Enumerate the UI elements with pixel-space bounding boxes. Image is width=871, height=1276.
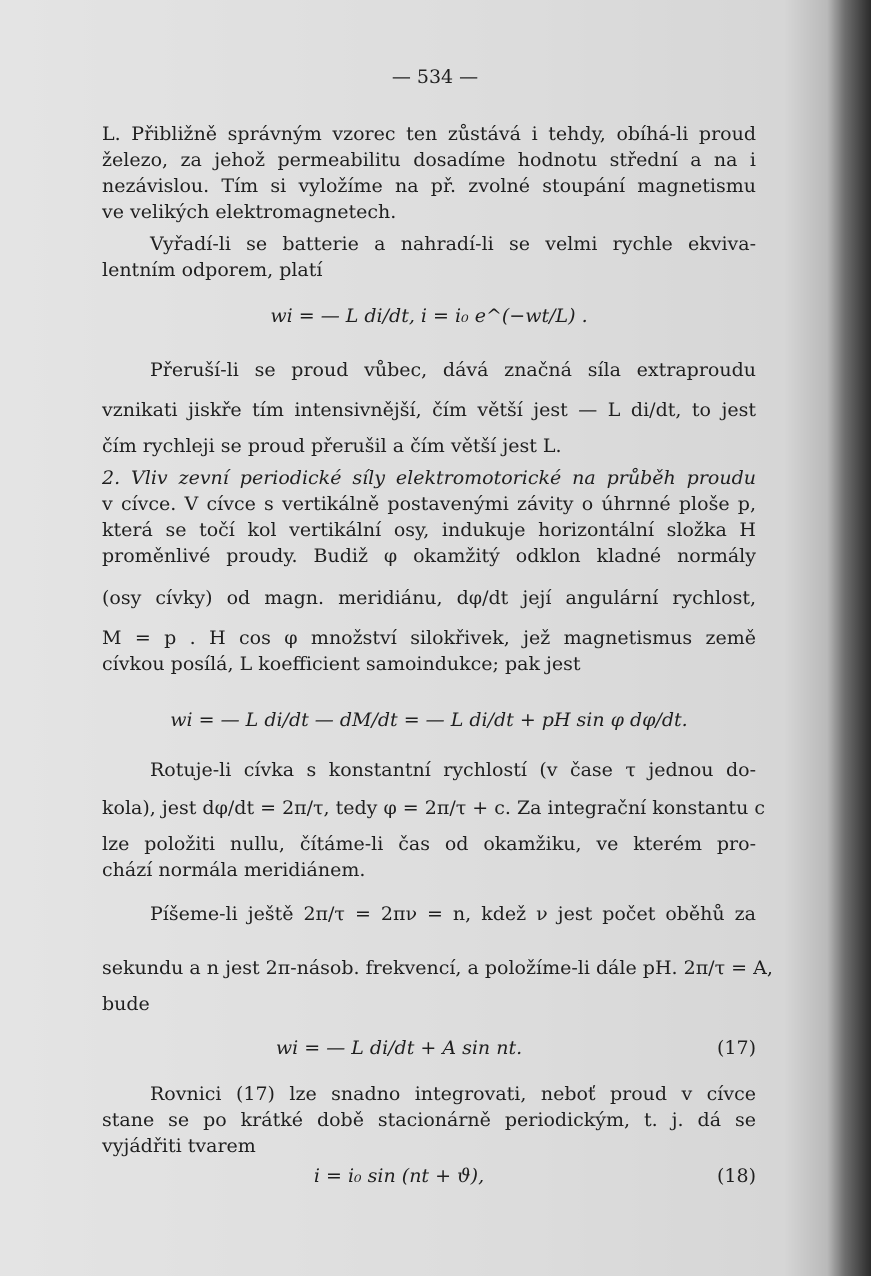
text-line: L. Přibližně správným vzorec ten zůstává i tehdy, obíhá-li proud [102, 123, 756, 145]
equation: wi = — L di/dt, i = i₀ e^(−wt/L) . [270, 305, 588, 327]
equation-number: (17) [716, 1037, 756, 1059]
text-line: proměnlivé proudy. Budiž φ okamžitý odklon kladné normály [102, 545, 756, 567]
text-line: vznikati jiskře tím intensivnější, čím větší jest — L di/dt, to jest [102, 399, 756, 421]
text-line: ve velikých elektromagnetech. [102, 201, 397, 223]
page-number: — 534 — [391, 66, 479, 88]
text-line: vyjádřiti tvarem [102, 1135, 256, 1157]
text-line: chází normála meridiánem. [102, 859, 366, 881]
text-line: sekundu a n jest 2π-násob. frekvencí, a položíme-li dále pH. 2π/τ = A, [102, 957, 773, 979]
text-line: Píšeme-li ještě 2π/τ = 2πν = n, kdež ν jest počet oběhů za [150, 903, 756, 925]
text-line: Vyřadí-li se batterie a nahradí-li se velmi rychle ekviva- [150, 233, 756, 255]
text-line: v cívce. V cívce s vertikálně postavenými závity o úhrnné ploše p, [102, 493, 756, 515]
equation-17: wi = — L di/dt + A sin nt. [275, 1037, 523, 1059]
equation [102, 1036, 756, 1060]
text-line: kola), jest dφ/dt = 2π/τ, tedy φ = 2π/τ + c. Za integrační konstantu c [102, 797, 765, 819]
text-line: Rovnici (17) lze snadno integrovati, neboť proud v cívce [150, 1083, 756, 1105]
text-line: železo, za jehož permeabilitu dosadíme hodnotu střední a na i [102, 149, 756, 171]
equation-18: i = i₀ sin (nt + ϑ), [313, 1165, 485, 1187]
text-line: čím rychleji se proud přerušil a čím větší jest L. [102, 435, 562, 457]
text-line: (osy cívky) od magn. meridiánu, dφ/dt její angulární rychlost, [102, 587, 756, 609]
equation: wi = — L di/dt — dM/dt = — L di/dt + pH sin φ dφ/dt. [170, 709, 688, 731]
text-line: Rotuje-li cívka s konstantní rychlostí (v čase τ jednou do- [150, 759, 756, 781]
text-line: která se točí kol vertikální osy, indukuje horizontální složka H [102, 519, 756, 541]
text-line: M = p . H cos φ množství silokřivek, jež magnetismus země [102, 627, 756, 649]
text-line: bude [102, 993, 150, 1015]
text-line: lze položiti nullu, čítáme-li čas od okamžiku, ve kterém pro- [102, 833, 756, 855]
text-line: stane se po krátké době stacionárně periodickým, t. j. dá se [102, 1109, 756, 1131]
text-line: Přeruší-li se proud vůbec, dává značná síla extraproudu [150, 359, 756, 381]
section-heading: 2. Vliv zevní periodické síly elektromotorické na průběh proudu [102, 467, 756, 489]
text-line: cívkou posílá, L koefficient samoindukce; pak jest [102, 653, 581, 675]
text-line: nezávislou. Tím si vyložíme na př. zvolné stoupání magnetismu [102, 175, 756, 197]
text-line: lentním odporem, platí [102, 259, 323, 281]
equation-number: (18) [716, 1165, 756, 1187]
equation [102, 1164, 756, 1188]
